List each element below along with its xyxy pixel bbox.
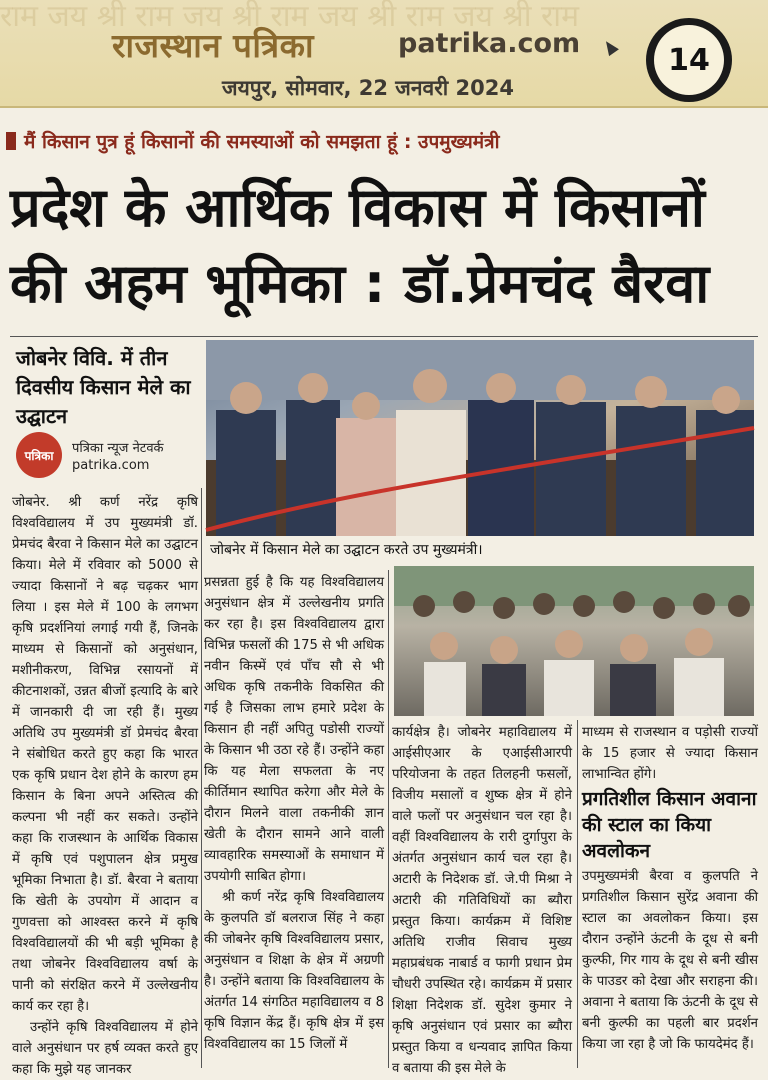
body-column-1 <box>12 492 198 1077</box>
ribbon-cutting-illustration <box>206 340 754 536</box>
divider <box>10 336 758 337</box>
byline-web: patrika.com <box>72 458 150 473</box>
column-rule <box>577 720 578 1068</box>
byline <box>16 432 216 478</box>
audience-illustration <box>394 566 754 716</box>
body-column-4 <box>582 722 758 782</box>
body-paragraph: उन्होंने कृषि विश्वविद्यालय में होने वाले अनुसंधान पर हर्ष व्यक्त करते हुए कहा कि मुझे यह जानकर <box>12 1020 198 1077</box>
body-paragraph: जोबनेर. श्री कर्ण नरेंद्र कृषि विश्वविद्यालय में उप मुख्यमंत्री डॉ. प्रेमचंद बैरवा ने किसान मेले का उद्घाटन किया। मेले में रविवार को 5000 से ज्यादा किसानों ने बढ़ चढ़कर भाग लिया । इस मेले में 100 के लगभग कृषि प्रदर्शनियां लगाई गयी हैं, जिनके माध्यम से किसानों को अनुसंधान, मशीनीकरण, विभिन्न रसायनों में कीटनाशकों, उन्नत बीजों इत्यादि के बारे में जानकारी दी जा रही हैं। मुख्य अतिथि उप मुख्यमंत्री डॉ प्रेमचंद बैरवा ने संबोधित करते हुए कहा कि भारत एक कृषि प्रधान देश होने के कारण हम किसान के बिना अपने अस्तित्व की कल्पना भी नहीं कर सकते। उन्होंने कहा कि राजस्थान के आर्थिक विकास में कृषि एवं पशुपालन क्षेत्र प्रमुख भूमिका निभाता है। डॉ. बैरवा ने बताया कि खेती के उपयोग में आदान व गुणवत्ता को आश्वस्त करने में कृषि विश्वविद्यालयों की भी बड़ी भूमिका है तथा जोबनेर विश्वविद्यालय वर्षा के पानी को संरक्षित करने में उल्लेखनीय कार्य कर रहा है। <box>12 495 198 1014</box>
body-column-3 <box>392 722 572 1076</box>
body-paragraph: श्री कर्ण नरेंद्र कृषि विश्वविद्यालय के कुलपति डॉ बलराज सिंह ने कहा की जोबनेर कृषि विश्वविद्यालय प्रसार, अनुसंधान व शिक्षा के क्षेत्र में अग्रणी है। उन्होंने बताया कि विश्वविद्यालय के अंतर्गत 14 संगठित महाविद्यालय व 8 कृषि विज्ञान केंद्र हैं। कृषि क्षेत्र में इस विश्वविद्यालय का 15 जिलों में <box>204 890 384 1052</box>
website: patrika.com <box>398 28 581 59</box>
page-number-badge <box>646 18 732 102</box>
body-paragraph: प्रसन्नता हुई है कि यह विश्वविद्यालय अनुसंधान क्षेत्र में उल्लेखनीय प्रगति कर रहा है। इस विश्वविद्यालय द्वारा विभिन्न फसलों की 175 से भी अधिक नवीन किस्में एवं पाँच सौ से भी अधिक कृषि तकनीके विकसित की गई है जिसका लाभ हमारे प्रदेश के किसान ही नहीं अपितु पडोसी राज्यों के किसान भी उठा रहे हैं। उन्होंने कहा कि यह मेला सफलता के नए कीर्तिमान स्थापित करेगा और मेले के दौरान मिलने वाला तकनीकी ज्ञान खेती के दौरान सामने आने वाली व्यावहारिक समस्याओं के समाधान में उपयोगी साबित होगा। <box>204 575 384 884</box>
body-paragraph: उपमुख्यमंत्री बैरवा व कुलपति ने प्रगतिशील किसान सुरेंद्र अवाना की स्टाल का अवलोकन किया। इस दौरान उन्होंने ऊंटनी के दूध से बनी कुल्फी, गिर गाय के दूध से बनी खीस के पाउडर को देखा और सराहना की। अवाना ने बताया कि ऊंटनी के दूध से बनी कुल्फी का पहली बार प्रदर्शन किया जा रहा है जो कि फायदेमंद हैं। <box>582 869 758 1052</box>
subhead: जोबनेर विवि. में तीन दिवसीय किसान मेले का उद्घाटन <box>16 346 191 428</box>
body-paragraph: माध्यम से राजस्थान व पड़ोसी राज्यों के 15 हजार से ज्यादा किसान लाभान्वित होंगे। <box>582 725 758 782</box>
headline <box>10 170 760 322</box>
ribbon-cutting-photo <box>206 340 754 536</box>
body-column-2 <box>204 572 384 1068</box>
headline-line-1: प्रदेश के आर्थिक विकास में किसानों <box>10 176 705 239</box>
paper-name: राजस्थान पत्रिका <box>112 26 315 65</box>
patrika-logo: पत्रिका <box>16 432 62 478</box>
dateline: जयपुर, सोमवार, 22 जनवरी 2024 <box>222 76 514 100</box>
byline-agency: पत्रिका न्यूज नेटवर्क <box>72 441 164 456</box>
column-rule <box>201 488 202 1068</box>
side-heading: प्रगतिशील किसान अवाना की स्टाल का किया अवलोकन <box>582 788 757 862</box>
audience-photo <box>394 566 754 716</box>
masthead <box>0 0 768 108</box>
body-column-4b <box>582 866 758 1068</box>
body-paragraph: कार्यक्षेत्र है। जोबनेर महाविद्यालय में आईसीएआर के एआईसीआरपी परियोजना के तहत तिलहनी फसलों, विजीय मसालों व शुष्क क्षेत्र में होने वाले फलों पर अनुसंधान चल रहा है। वहीं विश्वविद्यालय के रारी दुर्गापुरा के अंतर्गत अनुसंधान कार्य चल रहा है। अटारी के निदेशक डॉ. जे.पी मिश्रा ने अटारी की गतिविधियों का ब्यौरा प्रस्तुत किया। कार्यक्रम में विशिष्ट अतिथि राजीव सिवाच मुख्य महाप्रबंधक नाबार्ड व फागी प्रधान प्रेम चौधरी उपस्थित रहे। कार्यक्रम में प्रसार शिक्षा निदेशक डॉ. सुदेश कुमार ने कृषि अनुसंधान एवं प्रसार का ब्यौरा प्रस्तुत किया व धन्यवाद ज्ञापित किया व बताया की इस मेले के <box>392 725 572 1076</box>
page-number: 14 <box>654 25 724 95</box>
masthead-watermark: राम जय श्री राम जय श्री राम जय श्री राम जय श्री राम <box>0 0 580 34</box>
headline-line-2: की अहम भूमिका : डॉ.प्रेमचंद बैरवा <box>10 252 710 315</box>
column-rule <box>388 570 389 1068</box>
kicker: मैं किसान पुत्र हूं किसानों की समस्याओं को समझता हूं : उपमुख्यमंत्री <box>24 128 744 154</box>
photo-caption: जोबनेर में किसान मेले का उद्घाटन करते उप मुख्यमंत्री। <box>210 542 483 558</box>
